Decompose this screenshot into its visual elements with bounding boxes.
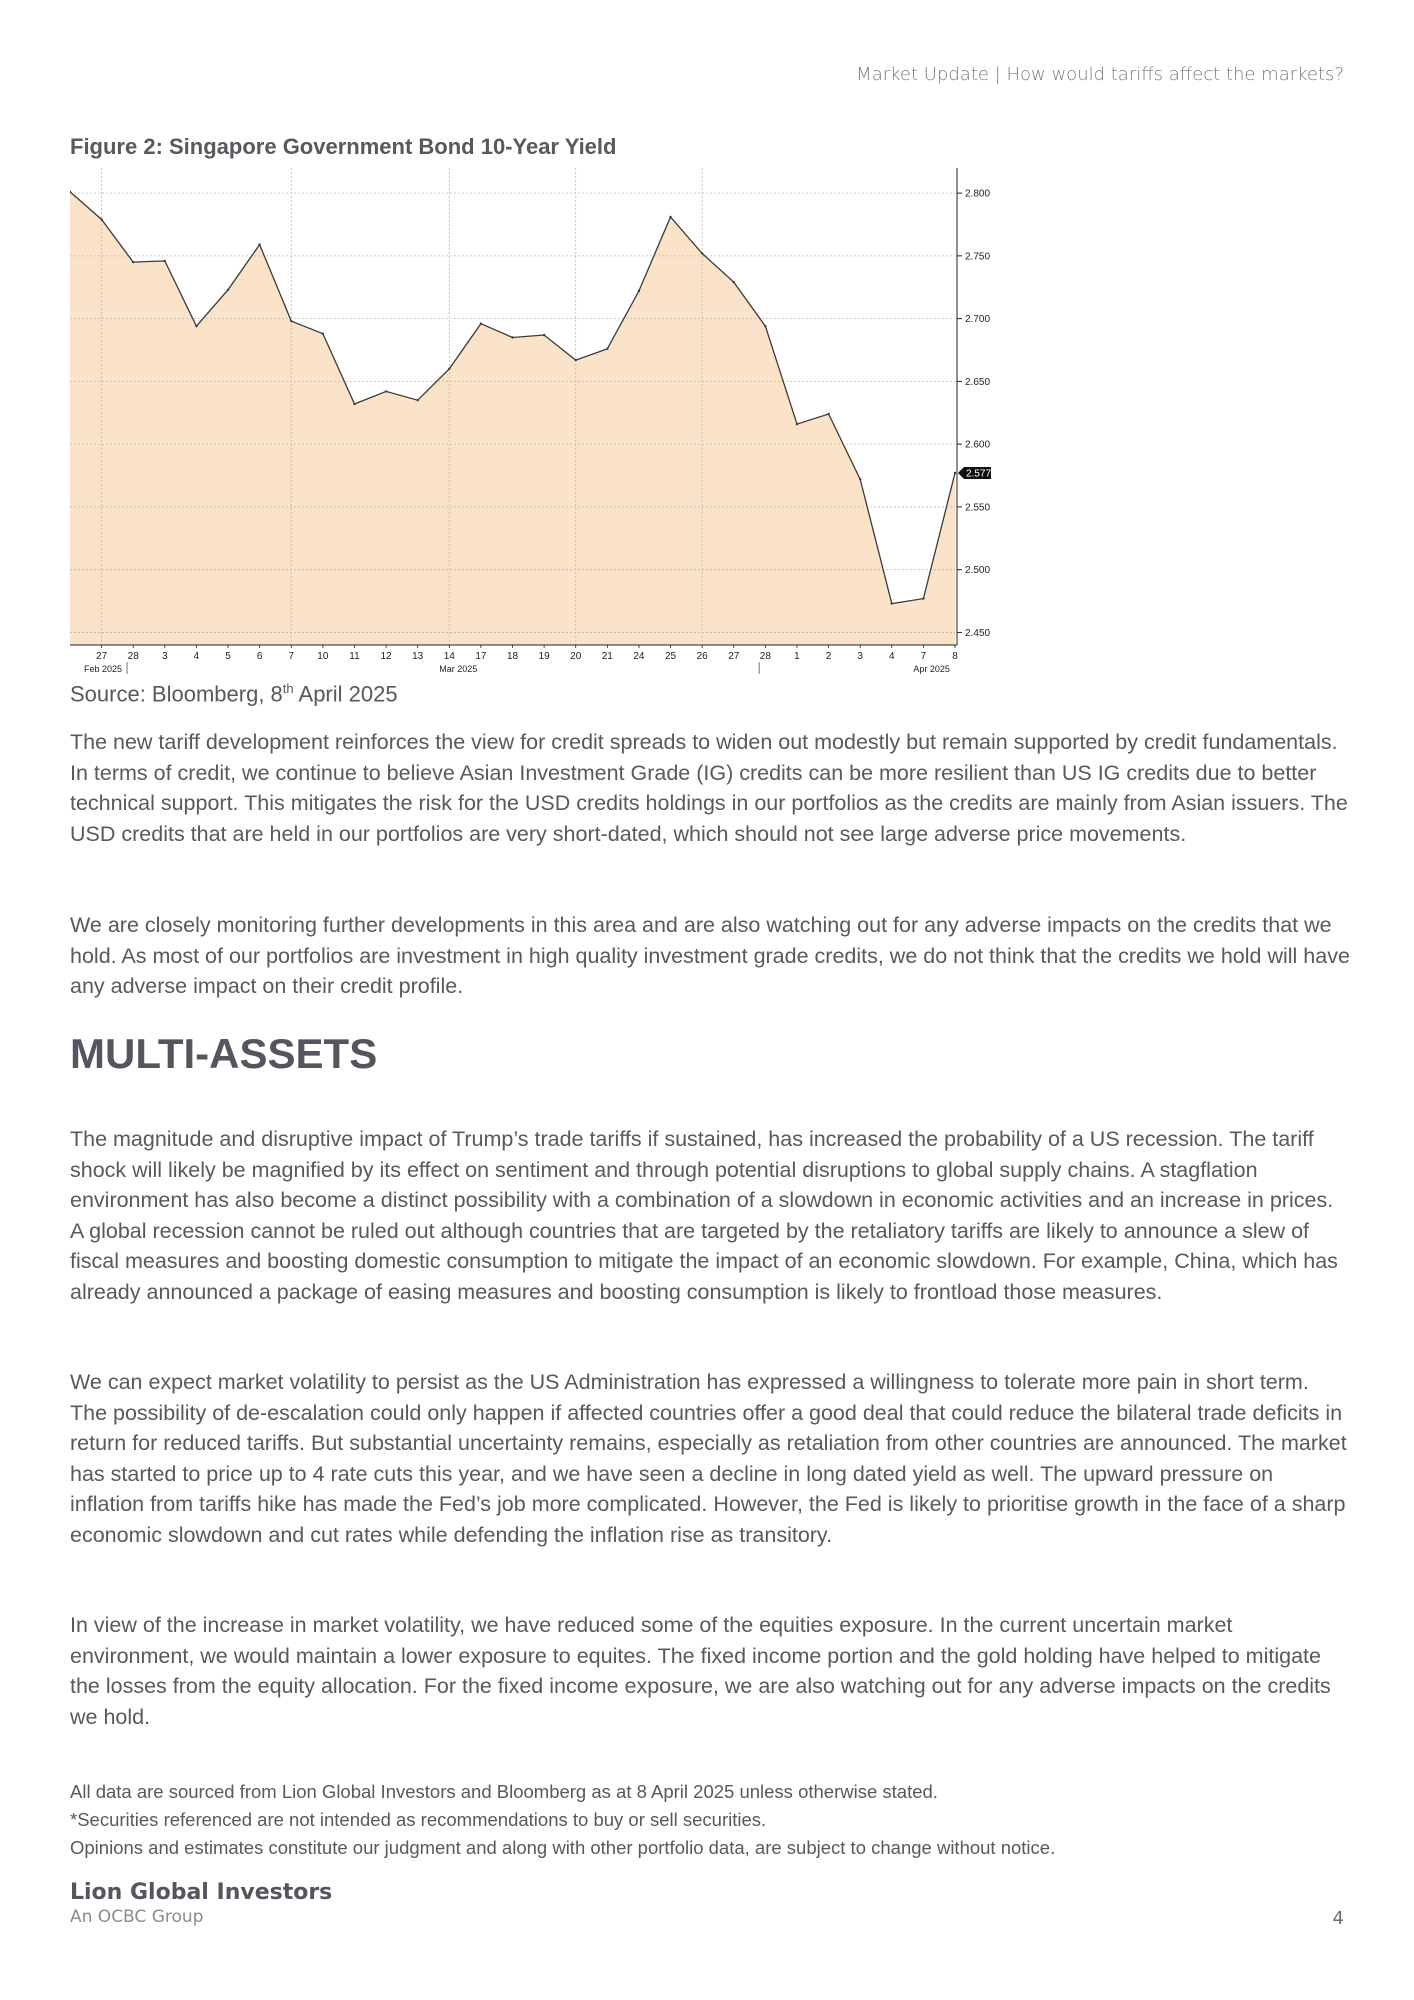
- source-sup: th: [282, 681, 294, 696]
- yield-chart: [70, 168, 1010, 688]
- x-tick-label: 13: [412, 651, 424, 662]
- chart-svg: [70, 168, 1010, 688]
- yield-point: [100, 218, 102, 220]
- multi-assets-paragraph-1: The magnitude and disruptive impact of Trump’s trade tariffs if sustained, has increased the probability of a US recession. The tariff shock will likely be magnified by its effect on sentiment and through potential disruptions to global supply chains. A stagflation environment has also become a distinct possibility with a combination of a slowdown in economic activities and an increase in prices. A global recession cannot be ruled out although countries that are targeted by the retaliatory tariffs are likely to announce a slew of fiscal measures and boosting domestic consumption to mitigate the impact of an economic slowdown. For example, China, which has already announced a package of easing measures and boosting consumption is likely to frontload those measures.: [70, 1127, 1338, 1304]
- yield-point: [891, 602, 893, 604]
- y-tick-label: 2.550: [965, 502, 991, 514]
- x-tick-label: 5: [225, 651, 231, 662]
- yield-point: [575, 359, 577, 361]
- x-tick-label: 10: [317, 651, 329, 662]
- yield-point: [448, 368, 450, 370]
- x-tick-label: 19: [538, 651, 550, 662]
- y-tick-label: 2.450: [965, 627, 991, 639]
- note-line-3: Opinions and estimates constitute our judgment and along with other portfolio data, are subject to change without notice.: [70, 1837, 1056, 1858]
- yield-point: [511, 336, 513, 338]
- x-tick-label: 21: [601, 651, 613, 662]
- yield-point: [701, 252, 703, 254]
- x-tick-label: 3: [162, 651, 168, 662]
- yield-point: [733, 281, 735, 283]
- x-month-label: Feb 2025: [84, 664, 123, 674]
- yield-point: [385, 390, 387, 392]
- x-month-label: Apr 2025: [913, 664, 950, 674]
- y-tick-label: 2.700: [965, 314, 991, 326]
- source-suffix: April 2025: [293, 681, 398, 707]
- yield-point: [417, 399, 419, 401]
- yield-point: [543, 334, 545, 336]
- x-tick-label: 11: [349, 651, 360, 662]
- x-tick-label: 3: [857, 651, 863, 662]
- y-tick-label: 2.750: [965, 251, 991, 263]
- x-tick-label: 4: [193, 651, 200, 662]
- last-value-label: 2.577: [966, 468, 992, 480]
- yield-point: [132, 261, 134, 263]
- yield-point: [954, 472, 956, 474]
- x-tick-label: 28: [759, 651, 771, 662]
- yield-point: [859, 478, 861, 480]
- x-tick-label: 27: [728, 651, 740, 662]
- x-tick-label: 4: [889, 651, 895, 662]
- brand-subtitle: An OCBC Group: [70, 1907, 204, 1927]
- x-tick-label: 24: [633, 651, 645, 662]
- y-tick-label: 2.800: [965, 188, 991, 200]
- yield-point: [164, 260, 166, 262]
- x-tick-label: 8: [952, 651, 958, 662]
- x-tick-label: 6: [256, 651, 263, 662]
- y-tick-label: 2.500: [965, 565, 991, 577]
- x-tick-label: 7: [920, 651, 927, 662]
- x-tick-label: 17: [475, 651, 487, 662]
- figure-source: [70, 681, 398, 707]
- x-tick-label: 12: [380, 651, 392, 662]
- figure-title: Figure 2: Singapore Government Bond 10-Year Yield: [70, 134, 617, 159]
- x-tick-label: 18: [506, 651, 519, 662]
- x-tick-label: 14: [443, 651, 455, 662]
- yield-point: [922, 597, 924, 599]
- brand-name: Lion Global Investors: [70, 1880, 333, 1905]
- credit-paragraph-2: We are closely monitoring further developments in this area and are also watching out for any adverse impacts on the credits that we hold. As most of our portfolios are investment in high quality investment grade credits, we do not think that the credits we hold will have any adverse impact on their credit profile.: [70, 913, 1350, 998]
- x-tick-label: 25: [664, 651, 677, 662]
- x-tick-label: 27: [96, 651, 108, 662]
- yield-point: [290, 320, 292, 322]
- yield-point: [258, 243, 260, 245]
- yield-point: [353, 403, 355, 405]
- yield-point: [480, 323, 482, 325]
- yield-point: [195, 325, 197, 327]
- credit-paragraph-1: The new tariff development reinforces the view for credit spreads to widen out modestly but remain supported by credit fundamentals. In terms of credit, we continue to believe Asian Investment Grade (IG) credits can be more resilient than US IG credits due to better technical support. This mitigates the risk for the USD credits holdings in our portfolios as the credits are mainly from Asian issuers. The USD credits that are held in our portfolios are very short-dated, which should not see large adverse price movements.: [70, 730, 1348, 846]
- x-tick-label: 7: [288, 651, 295, 662]
- note-line-2: *Securities referenced are not intended as recommendations to buy or sell securities.: [70, 1809, 767, 1830]
- multi-assets-paragraph-2: We can expect market volatility to persist as the US Administration has expressed a willingness to tolerate more pain in short term. The possibility of de-escalation could only happen if affected countries offer a good deal that could reduce the bilateral trade deficits in return for reduced tariffs. But substantial uncertainty remains, especially as retaliation from other countries are announced. The market has started to price up to 4 rate cuts this year, and we have seen a decline in long dated yield as well. The upward pressure on inflation from tariffs hike has made the Fed’s job more complicated. However, the Fed is likely to prioritise growth in the face of a sharp economic slowdown and cut rates while defending the inflation rise as transitory.: [70, 1370, 1347, 1547]
- yield-point: [796, 423, 798, 425]
- x-tick-label: 28: [127, 651, 139, 662]
- note-line-1: All data are sourced from Lion Global Investors and Bloomberg as at 8 April 2025 unless otherwise stated.: [70, 1781, 938, 1802]
- yield-point: [638, 290, 640, 292]
- x-month-label: Mar 2025: [439, 664, 478, 674]
- x-tick-label: 1: [794, 651, 800, 662]
- section-heading-multi-assets: MULTI-ASSETS: [70, 1030, 378, 1077]
- page-header: Market Update | How would tariffs affect the markets?: [856, 64, 1344, 85]
- page-number: 4: [1332, 1908, 1344, 1929]
- yield-area-fill: [70, 192, 955, 645]
- source-prefix: Source: Bloomberg, 8: [70, 681, 283, 707]
- y-tick-label: 2.650: [965, 376, 991, 388]
- yield-point: [227, 289, 229, 291]
- yield-point: [322, 333, 324, 335]
- yield-point: [827, 413, 829, 415]
- yield-point: [606, 348, 608, 350]
- yield-point: [764, 325, 766, 327]
- x-tick-label: 26: [696, 651, 708, 662]
- y-tick-label: 2.600: [965, 439, 991, 451]
- disclaimer-notes: [70, 1778, 1350, 1862]
- yield-point: [669, 216, 671, 218]
- x-tick-label: 20: [570, 651, 582, 662]
- x-tick-label: 2: [825, 651, 832, 662]
- multi-assets-paragraph-3: In view of the increase in market volatility, we have reduced some of the equities exposure. In the current uncertain market environment, we would maintain a lower exposure to equites. The fixed income portion and the gold holding have helped to mitigate the losses from the equity allocation. For the fixed income exposure, we are also watching out for any adverse impacts on the credits we hold.: [70, 1613, 1331, 1729]
- footer-brand: [70, 1880, 332, 1927]
